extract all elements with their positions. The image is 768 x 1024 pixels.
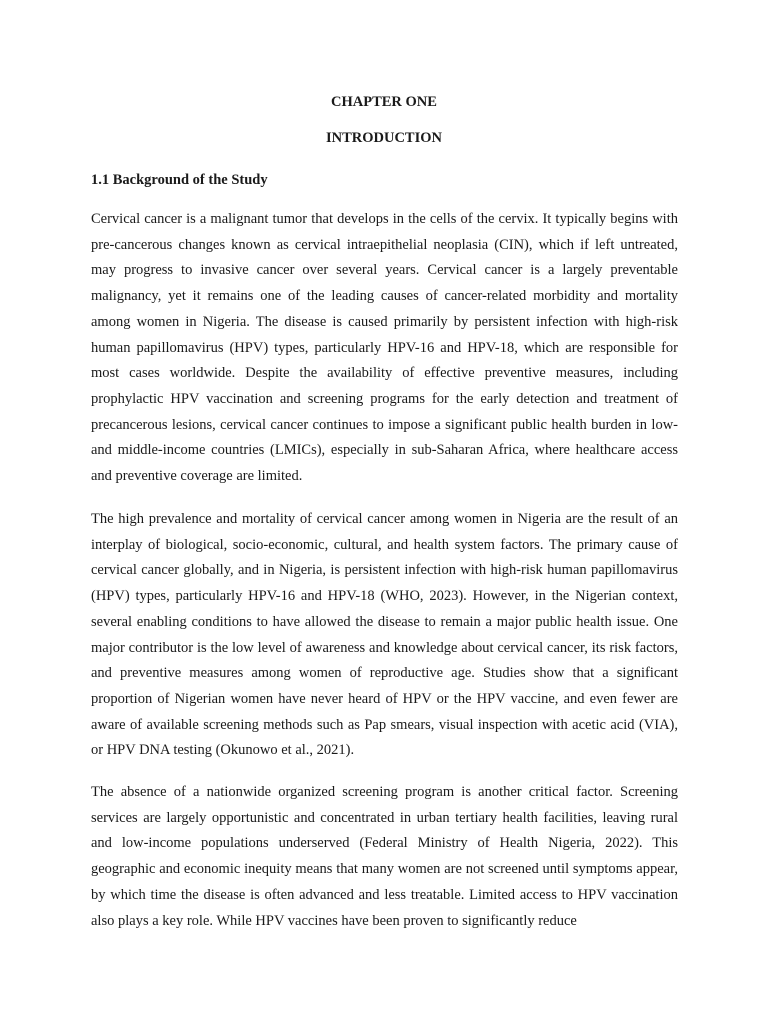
chapter-number: CHAPTER ONE: [331, 94, 437, 110]
body-paragraph: The absence of a nationwide organized screening program is another critical factor. Screening services are largely opportunistic and concentrated in urban tertiary health facilities, leaving rural and low-income populations underserved (Federal Ministry of Health Nigeria, 2022). This geographic and economic inequity means that many women are not screened until symptoms appear, by which time the disease is often advanced and less treatable. Limited access to HPV vaccination also plays a key role. While HPV vaccines have been proven to significantly reduce: [91, 784, 678, 929]
chapter-title: INTRODUCTION: [325, 130, 442, 146]
body-paragraph: Cervical cancer is a malignant tumor that develops in the cells of the cervix. It typically begins with pre-cancerous changes known as cervical intraepithelial neoplasia (CIN), which if left untreated, may progress to invasive cancer over several years. Cervical cancer is a largely preventable malignancy, yet it remains one of the leading causes of cancer-related morbidity and mortality among women in Nigeria. The disease is caused primarily by persistent infection with high-risk human papillomavirus (HPV) types, particularly HPV-16 and HPV-18, which are responsible for most cases worldwide. Despite the availability of effective preventive measures, including prophylactic HPV vaccination and screening programs for the early detection and treatment of precancerous lesions, cervical cancer continues to impose a significant public health burden in low- and middle-income countries (LMICs), especially in sub-Saharan Africa, where healthcare access and preventive coverage are limited.: [91, 211, 678, 485]
section-heading: 1.1 Background of the Study: [91, 172, 268, 188]
body-paragraph: The high prevalence and mortality of cervical cancer among women in Nigeria are the result of an interplay of biological, socio-economic, cultural, and health system factors. The primary cause of cervical cancer globally, and in Nigeria, is persistent infection with high-risk human papillomavirus (HPV) types, particularly HPV-16 and HPV-18 (WHO, 2023). However, in the Nigerian context, several enabling conditions to have allowed the disease to remain a major public health issue. One major contributor is the low level of awareness and knowledge about cervical cancer, its risk factors, and preventive measures among women of reproductive age. Studies show that a significant proportion of Nigerian women have never heard of HPV or the HPV vaccine, and even fewer are aware of available screening methods such as Pap smears, visual inspection with acetic acid (VIA), or HPV DNA testing (Okunowo et al., 2021).: [91, 511, 678, 759]
